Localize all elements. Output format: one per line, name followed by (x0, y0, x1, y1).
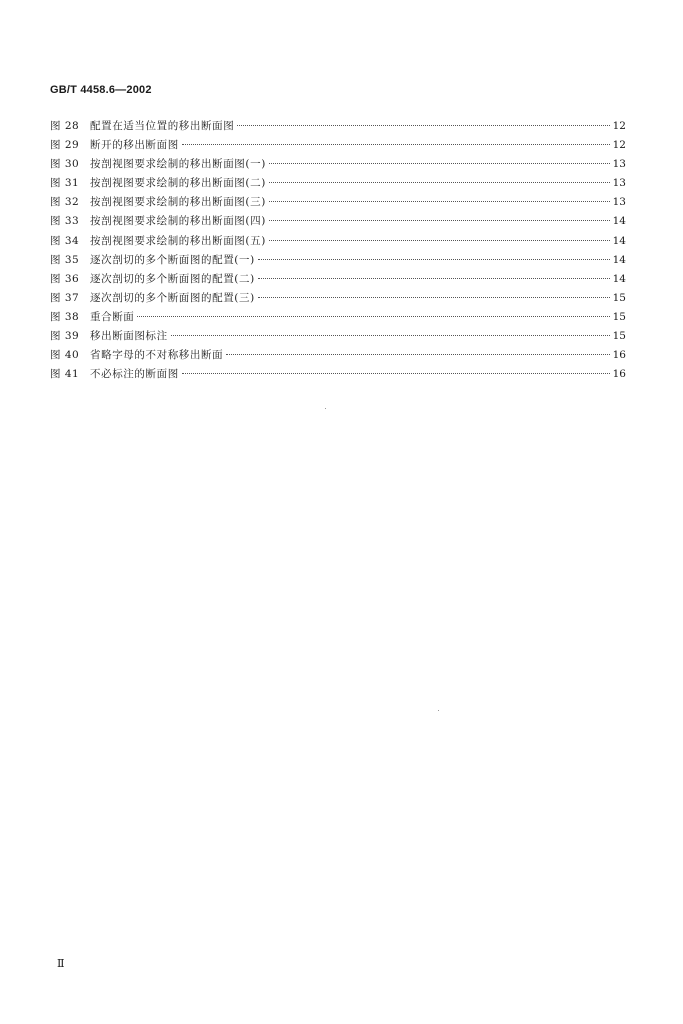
figure-title: 按剖视图要求绘制的移出断面图(三) (90, 196, 266, 209)
page-number-ref: 15 (612, 310, 626, 323)
page-number-ref: 14 (612, 234, 626, 247)
dot-leader (258, 259, 610, 260)
dot-leader (137, 316, 609, 317)
figure-title: 移出断面图标注 (90, 330, 168, 343)
dot-leader (269, 220, 610, 221)
dot-leader (182, 144, 610, 145)
figure-title: 按剖视图要求绘制的移出断面图(四) (90, 215, 266, 228)
dot-leader (182, 373, 610, 374)
toc-entry (50, 213, 626, 232)
figure-number: 图 40 (50, 349, 80, 362)
dot-leader (269, 182, 610, 183)
page-number-ref: 14 (612, 253, 626, 266)
figure-number: 图 37 (50, 291, 80, 304)
figure-title: 逐次剖切的多个断面图的配置(三) (90, 291, 255, 304)
toc-entry (50, 194, 626, 213)
page-number-ref: 13 (612, 177, 626, 190)
figure-title: 逐次剖切的多个断面图的配置(二) (90, 272, 255, 285)
figure-number: 图 41 (50, 368, 80, 381)
dot-leader (269, 163, 610, 164)
figure-title: 不必标注的断面图 (90, 368, 179, 381)
dot-leader (258, 297, 610, 298)
figure-title: 省略字母的不对称移出断面 (90, 349, 224, 362)
page-number-ref: 12 (612, 139, 626, 152)
figure-number: 图 30 (50, 158, 80, 171)
figure-number: 图 31 (50, 177, 80, 190)
figure-number: 图 34 (50, 234, 80, 247)
scan-speck (325, 408, 326, 409)
figure-number: 图 36 (50, 272, 80, 285)
toc-entry (50, 271, 626, 290)
page-number-ref: 16 (612, 349, 626, 362)
toc-entry (50, 290, 626, 309)
toc-entry (50, 347, 626, 366)
dot-leader (171, 335, 610, 336)
page-number-ref: 15 (612, 291, 626, 304)
figure-title: 断开的移出断面图 (90, 139, 179, 152)
toc-entry (50, 118, 626, 137)
toc-entry (50, 328, 626, 347)
toc-entry (50, 175, 626, 194)
figure-title: 按剖视图要求绘制的移出断面图(五) (90, 234, 266, 247)
page-number-ref: 13 (612, 158, 626, 171)
document-code: GB/T 4458.6—2002 (50, 84, 152, 96)
figure-number: 图 39 (50, 330, 80, 343)
toc-entry (50, 156, 626, 175)
dot-leader (258, 278, 610, 279)
page-number-ref: 13 (612, 196, 626, 209)
toc-entry (50, 252, 626, 271)
toc-entry (50, 309, 626, 328)
figure-number: 图 32 (50, 196, 80, 209)
dot-leader (269, 240, 610, 241)
figure-number: 图 35 (50, 253, 80, 266)
page-number-ref: 14 (612, 215, 626, 228)
figure-title: 逐次剖切的多个断面图的配置(一) (90, 253, 255, 266)
toc-entry (50, 137, 626, 156)
page-number-ref: 12 (612, 120, 626, 132)
page-number-ref: 14 (612, 272, 626, 285)
page-number-ref: 15 (612, 330, 626, 343)
dot-leader (269, 201, 610, 202)
dot-leader (237, 125, 609, 126)
scan-speck (438, 710, 439, 711)
figure-title: 按剖视图要求绘制的移出断面图(一) (90, 158, 266, 171)
page-number-ref: 16 (612, 368, 626, 381)
figure-title: 重合断面 (90, 310, 135, 323)
toc-entry (50, 233, 626, 252)
dot-leader (226, 354, 609, 355)
figure-number: 图 28 (50, 120, 80, 132)
page-number: Ⅱ (57, 957, 65, 970)
figure-title: 按剖视图要求绘制的移出断面图(二) (90, 177, 266, 190)
table-of-contents (50, 118, 626, 385)
figure-title: 配置在适当位置的移出断面图 (90, 120, 235, 132)
figure-number: 图 38 (50, 310, 80, 323)
toc-entry (50, 366, 626, 385)
figure-number: 图 33 (50, 215, 80, 228)
figure-number: 图 29 (50, 139, 80, 152)
